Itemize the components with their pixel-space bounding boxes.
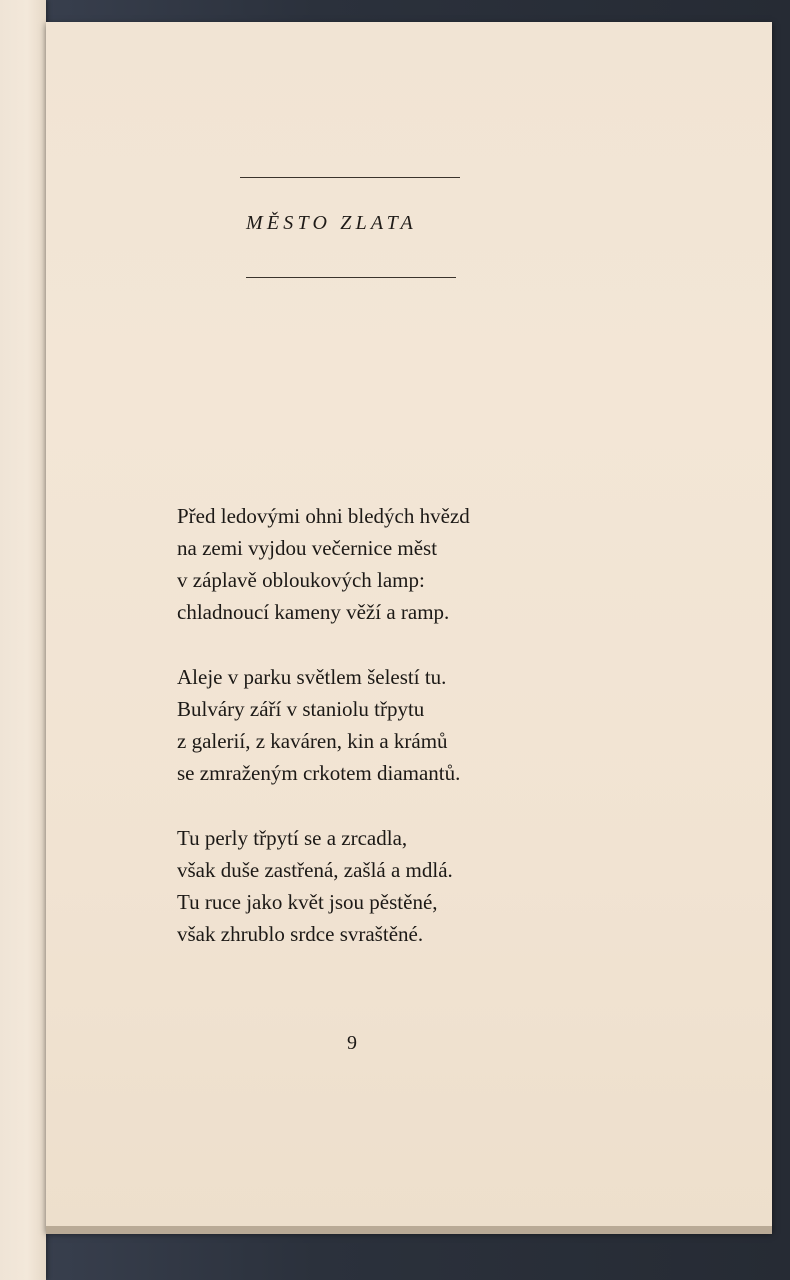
stanza [177, 661, 557, 789]
page-number: 9 [347, 1032, 357, 1054]
stanza [177, 500, 557, 628]
poem-line: Aleje v parku světlem šelestí tu. [177, 665, 447, 689]
poem-line: z galerií, z kaváren, kin a krámů [177, 729, 448, 753]
stanza [177, 822, 557, 950]
facing-page-edge [0, 0, 46, 1280]
poem-line: chladnoucí kameny věží a ramp. [177, 600, 450, 624]
poem-line: v záplavě obloukových lamp: [177, 568, 425, 592]
title-rule-top [240, 177, 460, 178]
poem-line: na zemi vyjdou večernice měst [177, 536, 438, 560]
poem-title: MĚSTO ZLATA [246, 212, 417, 234]
poem-line: Tu perly třpytí se a zrcadla, [177, 826, 408, 850]
poem-line: Tu ruce jako květ jsou pěstěné, [177, 890, 438, 914]
poem-line: Před ledovými ohni bledých hvězd [177, 504, 470, 528]
poem-line: však duše zastřená, zašlá a mdlá. [177, 858, 453, 882]
poem-body [177, 500, 557, 983]
poem-line: se zmraženým crkotem diamantů. [177, 761, 461, 785]
poem-line: Bulváry září v staniolu třpytu [177, 697, 425, 721]
page-stack-edge [46, 1226, 772, 1234]
title-rule-bottom [246, 277, 456, 278]
poem-line: však zhrublo srdce svraštěné. [177, 922, 424, 946]
